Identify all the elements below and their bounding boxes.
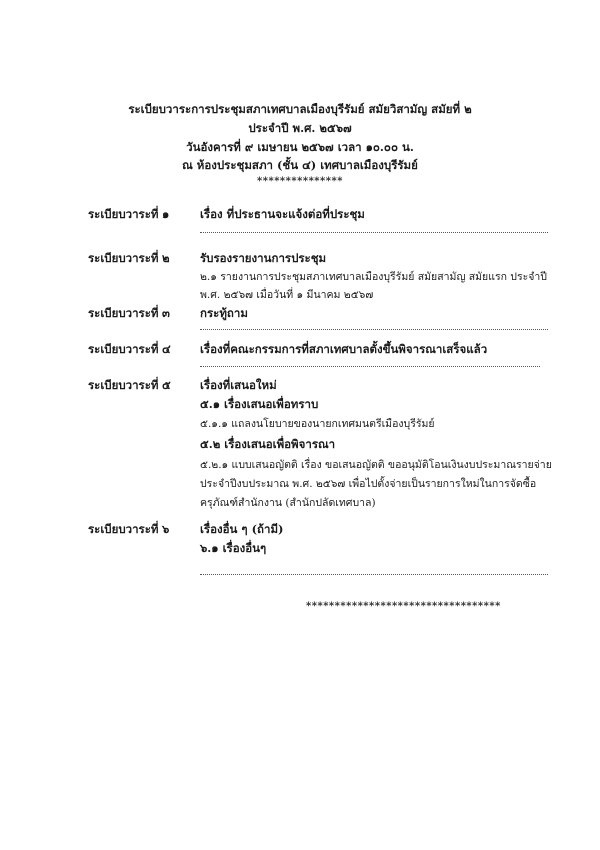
header-venue: ณ ห้องประชุมสภา (ชั้น ๔) เทศบาลเมืองบุรีรัมย์ bbox=[182, 158, 418, 172]
agenda-2-detail-line1: ๒.๑ รายงานการประชุมสภาเทศบาลเมืองบุรีรัมย์ สมัยสามัญ สมัยแรก ประจำปี bbox=[200, 271, 547, 283]
agenda-2-number: ๒ bbox=[162, 251, 170, 265]
header-title: ระเบียบวาระการประชุมสภาเทศบาลเมืองบุรีรัมย์ สมัยวิสามัญ สมัยที่ ๒ bbox=[128, 102, 472, 116]
header-stars: *************** bbox=[257, 176, 343, 187]
agenda-6-number: ๖ bbox=[162, 522, 170, 536]
agenda-5-2-title: ๕.๒ เรื่องเสนอเพื่อพิจารณา bbox=[200, 437, 336, 451]
agenda-5-title: เรื่องที่เสนอใหม่ bbox=[200, 378, 277, 392]
agenda-4-title: เรื่องที่คณะกรรมการที่สภาเทศบาลตั้งขึ้นพิจารณาเสร็จแล้ว bbox=[200, 342, 488, 356]
agenda-3-number: ๓ bbox=[162, 306, 170, 320]
header-year: ประจำปี พ.ศ. ๒๕๖๗ bbox=[248, 121, 352, 135]
agenda-5-1-1-item: ๕.๑.๑ แถลงนโยบายของนายกเทศมนตรีเมืองบุรีรัมย์ bbox=[200, 418, 435, 430]
agenda-4-dotted-line bbox=[200, 366, 540, 367]
agenda-5-2-1-line2: ประจำปีงบประมาณ พ.ศ. ๒๕๖๗ เพื่อไปตั้งจ่ายเป็นรายการใหม่ในการจัดซื้อ bbox=[200, 478, 537, 490]
agenda-3-dotted-line bbox=[200, 329, 548, 330]
agenda-6-dotted-line bbox=[200, 574, 548, 575]
agenda-6-label: ระเบียบวาระที่ bbox=[88, 522, 159, 536]
header-date: วันอังคารที่ ๙ เมษายน ๒๕๖๗ เวลา ๑๐.๐๐ น. bbox=[186, 140, 414, 154]
agenda-1-label: ระเบียบวาระที่ bbox=[88, 207, 159, 221]
agenda-5-2-1-line3: ครุภัณฑ์สำนักงาน (สำนักปลัดเทศบาล) bbox=[200, 497, 376, 509]
footer-stars: ********************************** bbox=[306, 601, 501, 612]
agenda-1-dotted-line bbox=[200, 232, 548, 233]
agenda-3-title: กระทู้ถาม bbox=[200, 306, 248, 320]
agenda-5-2-1-line1: ๕.๒.๑ แบบเสนอญัตติ เรื่อง ขอเสนอญัตติ ขออนุมัติโอนเงินงบประมาณรายจ่าย bbox=[200, 459, 552, 471]
agenda-5-label: ระเบียบวาระที่ bbox=[88, 378, 159, 392]
agenda-5-number: ๕ bbox=[162, 378, 171, 392]
agenda-2-label: ระเบียบวาระที่ bbox=[88, 251, 159, 265]
agenda-5-1-title: ๕.๑ เรื่องเสนอเพื่อทราบ bbox=[200, 397, 319, 411]
agenda-6-1-title: ๖.๑ เรื่องอื่นๆ bbox=[200, 541, 267, 555]
agenda-1-number: ๑ bbox=[162, 207, 170, 221]
agenda-6-title: เรื่องอื่น ๆ (ถ้ามี) bbox=[200, 522, 284, 536]
agenda-3-label: ระเบียบวาระที่ bbox=[88, 306, 159, 320]
agenda-2-title: รับรองรายงานการประชุม bbox=[200, 251, 327, 265]
agenda-2-detail-line2: พ.ศ. ๒๕๖๗ เมื่อวันที่ ๑ มีนาคม ๒๕๖๗ bbox=[200, 289, 374, 301]
agenda-4-number: ๔ bbox=[162, 342, 171, 356]
agenda-1-title: เรื่อง ที่ประธานจะแจ้งต่อที่ประชุม bbox=[200, 207, 365, 221]
agenda-4-label: ระเบียบวาระที่ bbox=[88, 342, 159, 356]
